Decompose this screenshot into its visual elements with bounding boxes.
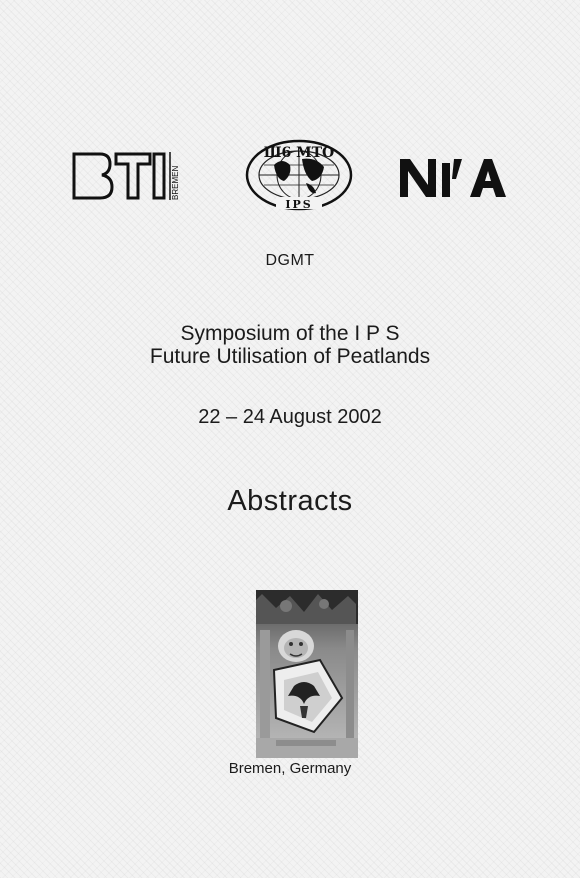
symposium-title-line2: Future Utilisation of Peatlands	[149, 345, 431, 368]
globe-bottom-text: IPS	[285, 198, 313, 211]
bti-side-text: BREMEN	[171, 165, 180, 200]
symposium-title-line1: Symposium of the I P S	[180, 322, 400, 345]
bti-logo-icon	[70, 148, 182, 203]
photo-caption: Bremen, Germany	[228, 760, 352, 777]
nna-logo-icon	[398, 157, 508, 199]
logo-row	[0, 135, 580, 215]
document-heading: Abstracts	[227, 485, 353, 517]
symposium-dates: 22 – 24 August 2002	[198, 406, 382, 428]
nna-letters: NNA	[398, 157, 401, 158]
bremen-coat-of-arms-photo	[256, 590, 358, 758]
globe-logo-icon	[240, 135, 358, 215]
organization-name: DGMT	[265, 252, 315, 269]
globe-top-text: Ш6 МТО	[263, 145, 335, 161]
